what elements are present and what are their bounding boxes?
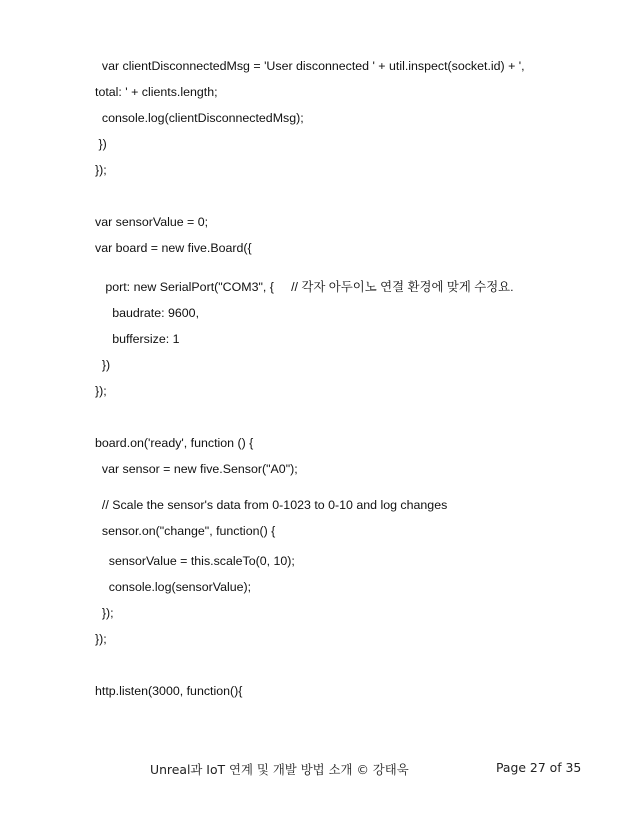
code-line: }) (95, 358, 111, 372)
code-line: var sensorValue = 0; (95, 215, 209, 229)
code-line: sensorValue = this.scaleTo(0, 10); (95, 554, 295, 568)
code-line: }) (95, 137, 107, 151)
code-line: }); (95, 606, 114, 620)
code-line: baudrate: 9600, (95, 306, 200, 320)
code-line: // Scale the sensor's data from 0-1023 to 0-10 and log changes (95, 498, 448, 512)
code-line: sensor.on("change", function() { (95, 524, 276, 538)
code-line: }); (95, 632, 107, 646)
code-line: console.log(clientDisconnectedMsg); (95, 111, 304, 125)
footer-page-number: Page 27 of 35 (496, 760, 582, 775)
code-line: port: new SerialPort("COM3", { // 각자 아두이노 연결 환경에 맞게 수정요. (95, 280, 514, 294)
code-line: var board = new five.Board({ (95, 241, 252, 255)
footer-author-text: Unreal과 IoT 연계 및 개발 방법 소개 © 강태욱 (150, 762, 409, 777)
code-line: console.log(sensorValue); (95, 580, 252, 594)
code-line: var sensor = new five.Sensor("A0"); (95, 462, 298, 476)
code-line: http.listen(3000, function(){ (95, 684, 243, 698)
code-line: }); (95, 163, 107, 177)
code-line: buffersize: 1 (95, 332, 180, 346)
code-line: total: ' + clients.length; (95, 85, 218, 99)
code-line: board.on('ready', function () { (95, 436, 254, 450)
code-line: }); (95, 384, 107, 398)
code-line: var clientDisconnectedMsg = 'User disconnected ' + util.inspect(socket.id) + ', (95, 59, 525, 73)
